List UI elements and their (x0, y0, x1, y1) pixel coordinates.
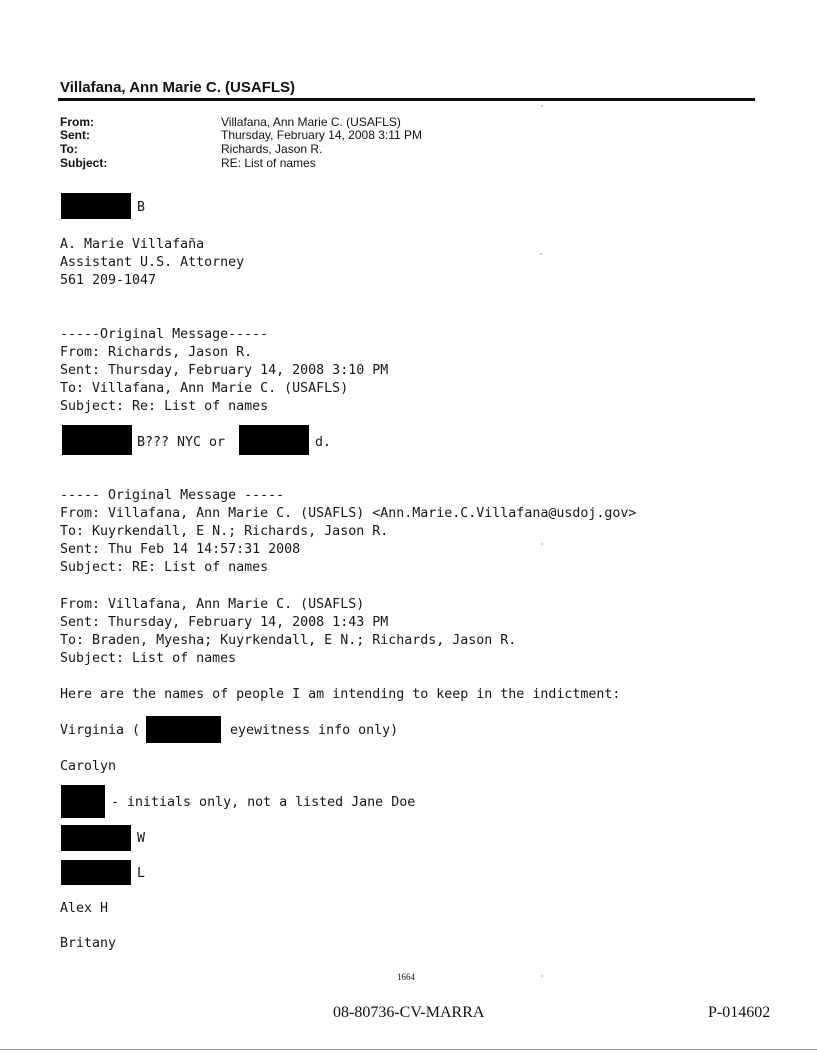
original2-sent: Sent: Thu Feb 14 14:57:31 2008 (60, 542, 301, 557)
original1-sent: Sent: Thursday, February 14, 2008 3:10 PM (60, 363, 389, 378)
signature-name: A. Marie Villafaña (60, 237, 205, 252)
name-virginia: Virginia ( (60, 723, 141, 738)
name-alex: Alex H (60, 901, 109, 916)
original2-from: From: Villafana, Ann Marie C. (USAFLS) <Ann.Marie.C.Villafana@usdoj.gov> (60, 506, 637, 521)
sent-label: Sent: (60, 128, 90, 142)
sent-value: Thursday, February 14, 2008 3:11 PM (221, 128, 422, 142)
original1-body-mid: B??? NYC or (137, 435, 226, 450)
redaction-block (61, 785, 105, 818)
redaction-block (146, 716, 221, 743)
initials-note: - initials only, not a listed Jane Doe (111, 795, 416, 810)
original1-from: From: Richards, Jason R. (60, 345, 253, 360)
name-britany: Britany (60, 936, 117, 951)
to-label: To: (60, 142, 78, 156)
original1-subject: Subject: Re: List of names (60, 399, 269, 414)
redaction-block (61, 860, 131, 885)
page-number: 1664 (397, 972, 415, 982)
subject-label: Subject: (60, 156, 108, 170)
original-message-divider: -----Original Message----- (60, 327, 269, 342)
scan-speck (541, 543, 543, 545)
original3-to: To: Braden, Myesha; Kuyrkendall, E N.; Richards, Jason R. (60, 633, 517, 648)
name-w-suffix: W (137, 831, 146, 846)
redaction-block (61, 193, 131, 219)
original3-subject: Subject: List of names (60, 651, 237, 666)
original3-from: From: Villafana, Ann Marie C. (USAFLS) (60, 597, 365, 612)
scan-speck (541, 105, 543, 107)
subject-value: RE: List of names (221, 156, 316, 170)
to-value: Richards, Jason R. (221, 142, 323, 156)
original2-subject: Subject: RE: List of names (60, 560, 269, 575)
name-virginia-note: eyewitness info only) (230, 723, 399, 738)
reply-line-suffix: B (137, 200, 146, 215)
original2-to: To: Kuyrkendall, E N.; Richards, Jason R. (60, 524, 389, 539)
name-carolyn: Carolyn (60, 759, 117, 774)
original3-sent: Sent: Thursday, February 14, 2008 1:43 PM (60, 615, 389, 630)
sender-name-header: Villafana, Ann Marie C. (USAFLS) (60, 79, 296, 96)
original-message-divider-2: ----- Original Message ----- (60, 488, 285, 503)
original1-body-end: d. (315, 435, 332, 450)
scan-edge-line (0, 1049, 817, 1050)
redaction-block (61, 825, 131, 851)
from-value: Villafana, Ann Marie C. (USAFLS) (221, 115, 401, 129)
header-rule (58, 98, 755, 101)
from-label: From: (60, 115, 94, 129)
indictment-intro: Here are the names of people I am intending to keep in the indictment: (60, 687, 621, 702)
case-number: 08-80736-CV-MARRA (333, 1004, 485, 1021)
signature-phone: 561 209-1047 (60, 273, 157, 288)
name-l-suffix: L (137, 866, 146, 881)
redaction-block (62, 425, 132, 455)
signature-title: Assistant U.S. Attorney (60, 255, 245, 270)
scan-speck (540, 253, 542, 255)
bates-number: P-014602 (708, 1004, 771, 1021)
original1-to: To: Villafana, Ann Marie C. (USAFLS) (60, 381, 349, 396)
scan-speck (541, 975, 543, 977)
redaction-block (239, 425, 309, 455)
